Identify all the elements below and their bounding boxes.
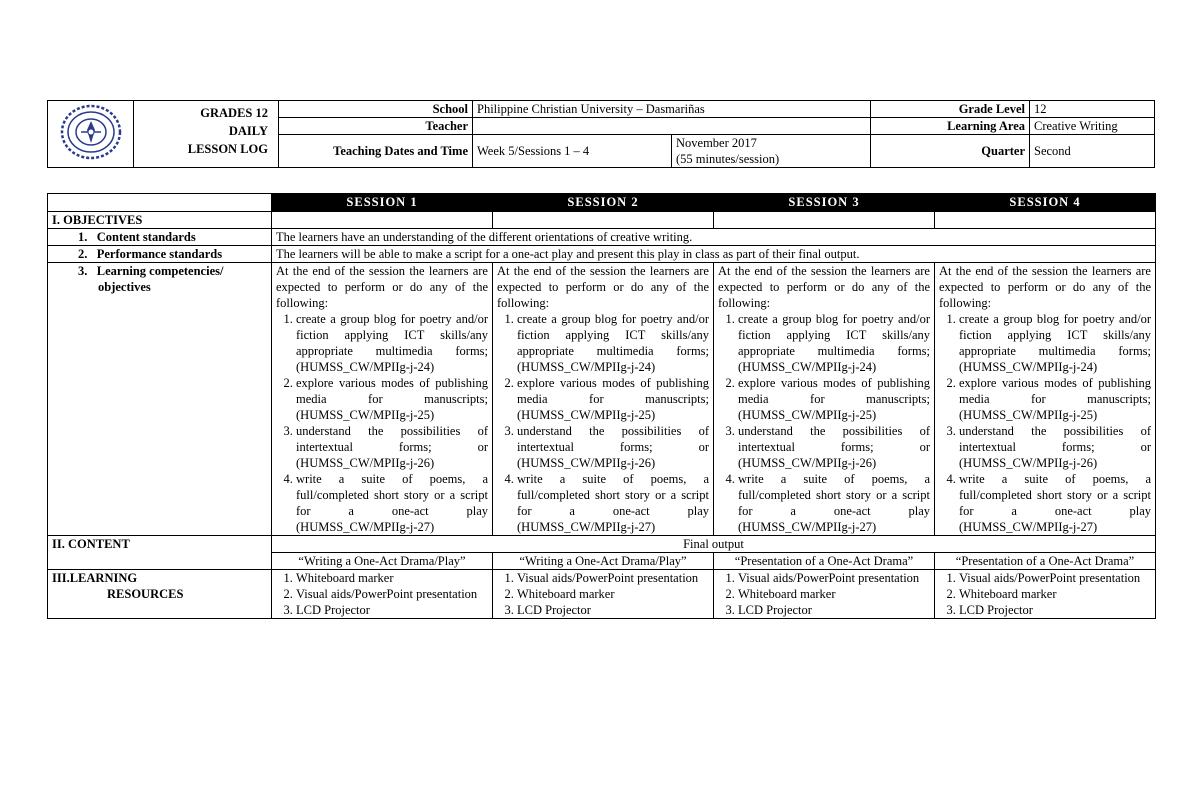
objectives-cell xyxy=(714,212,935,229)
learning-area-value: Creative Writing xyxy=(1030,118,1155,135)
competency-item: 2. explore various modes of publishing media for manuscripts; (HUMSS_CW/MPIIg-j-25) xyxy=(517,375,709,423)
resources-row xyxy=(48,570,1156,619)
competencies-session-4 xyxy=(935,263,1156,536)
content-standards-label-text: Content standards xyxy=(96,230,196,244)
resource-item: 3. LCD Projector xyxy=(738,602,930,618)
grade-level-label: Grade Level xyxy=(871,101,1030,118)
resources-heading xyxy=(48,570,272,619)
content-topic-session-2: “Writing a One-Act Drama/Play” xyxy=(493,553,714,570)
competencies-row xyxy=(48,263,1156,536)
session-1-header: SESSION 1 xyxy=(272,194,493,212)
resource-item: 1. Visual aids/PowerPoint presentation xyxy=(517,570,709,586)
content-standards-num: 1. xyxy=(78,230,88,244)
competencies-label-line2: objectives xyxy=(98,280,151,294)
resources-session-4 xyxy=(935,570,1156,619)
competency-item: 3. understand the possibilities of intertextual forms; or (HUMSS_CW/MPIIg-j-26) xyxy=(517,423,709,471)
competencies-label xyxy=(48,263,272,536)
resources-list xyxy=(276,570,488,618)
content-standards-row xyxy=(48,229,1156,246)
empty-corner-cell xyxy=(48,194,272,212)
objectives-heading: I. OBJECTIVES xyxy=(48,212,272,229)
header-table xyxy=(47,100,1155,168)
performance-standards-label-text: Performance standards xyxy=(96,247,223,261)
objectives-cell xyxy=(935,212,1156,229)
competencies-session-3 xyxy=(714,263,935,536)
resource-item: 2. Visual aids/PowerPoint presentation xyxy=(296,586,488,602)
content-topic-session-3: “Presentation of a One-Act Drama” xyxy=(714,553,935,570)
content-row xyxy=(48,536,1156,553)
competency-item: 3. understand the possibilities of intertextual forms; or (HUMSS_CW/MPIIg-j-26) xyxy=(738,423,930,471)
competency-item: 4. write a suite of poems, a full/completed short story or a script for a one-act play (HUMSS_CW/MPIIg-j-27) xyxy=(959,471,1151,535)
competencies-num: 3. xyxy=(78,264,88,278)
content-standards-text: The learners have an understanding of the different orientations of creative writing. xyxy=(272,229,1156,246)
month-line2: (55 minutes/session) xyxy=(676,152,780,166)
session-4-header: SESSION 4 xyxy=(935,194,1156,212)
competencies-list xyxy=(276,311,488,535)
resource-item: 1. Visual aids/PowerPoint presentation xyxy=(738,570,930,586)
teacher-value xyxy=(473,118,871,135)
resource-item: 2. Whiteboard marker xyxy=(959,586,1151,602)
competencies-intro: At the end of the session the learners are expected to perform or do any of the following: xyxy=(276,264,488,310)
performance-standards-row xyxy=(48,246,1156,263)
resources-list xyxy=(939,570,1151,618)
competencies-intro: At the end of the session the learners are expected to perform or do any of the following: xyxy=(497,264,709,310)
session-3-header: SESSION 3 xyxy=(714,194,935,212)
competency-item: 4. write a suite of poems, a full/completed short story or a script for a one-act play (HUMSS_CW/MPIIg-j-27) xyxy=(517,471,709,535)
resources-heading-line2: RESOURCES xyxy=(107,587,184,601)
performance-standards-label xyxy=(48,246,272,263)
competencies-list xyxy=(497,311,709,535)
resource-item: 3. LCD Projector xyxy=(296,602,488,618)
objectives-cell xyxy=(272,212,493,229)
resource-item: 3. LCD Projector xyxy=(959,602,1151,618)
objectives-row xyxy=(48,212,1156,229)
competencies-list xyxy=(939,311,1151,535)
competency-item: 1. create a group blog for poetry and/or fiction applying ICT skills/any appropriate multimedia forms; (HUMSS_CW/MPIIg-j-24) xyxy=(738,311,930,375)
competencies-intro: At the end of the session the learners are expected to perform or do any of the following: xyxy=(718,264,930,310)
performance-standards-num: 2. xyxy=(78,247,88,261)
teaching-dates-label: Teaching Dates and Time xyxy=(279,135,473,168)
grades-title xyxy=(134,101,279,168)
school-label: School xyxy=(279,101,473,118)
month-line1: November 2017 xyxy=(676,136,757,150)
resources-list xyxy=(718,570,930,618)
resources-session-3 xyxy=(714,570,935,619)
learning-area-label: Learning Area xyxy=(871,118,1030,135)
competency-item: 1. create a group blog for poetry and/or fiction applying ICT skills/any appropriate multimedia forms; (HUMSS_CW/MPIIg-j-24) xyxy=(296,311,488,375)
objectives-cell xyxy=(493,212,714,229)
grades-line3: LESSON LOG xyxy=(187,142,268,156)
resource-item: 2. Whiteboard marker xyxy=(517,586,709,602)
content-topic-session-4: “Presentation of a One-Act Drama” xyxy=(935,553,1156,570)
teaching-month xyxy=(672,135,871,168)
competency-item: 1. create a group blog for poetry and/or fiction applying ICT skills/any appropriate multimedia forms; (HUMSS_CW/MPIIg-j-24) xyxy=(517,311,709,375)
competency-item: 2. explore various modes of publishing media for manuscripts; (HUMSS_CW/MPIIg-j-25) xyxy=(738,375,930,423)
resource-item: 2. Whiteboard marker xyxy=(738,586,930,602)
competency-item: 2. explore various modes of publishing media for manuscripts; (HUMSS_CW/MPIIg-j-25) xyxy=(959,375,1151,423)
competency-item: 4. write a suite of poems, a full/completed short story or a script for a one-act play (HUMSS_CW/MPIIg-j-27) xyxy=(738,471,930,535)
session-header-row xyxy=(48,194,1156,212)
competency-item: 2. explore various modes of publishing media for manuscripts; (HUMSS_CW/MPIIg-j-25) xyxy=(296,375,488,423)
grades-line2: DAILY xyxy=(228,124,268,138)
session-2-header: SESSION 2 xyxy=(493,194,714,212)
teaching-dates-value: Week 5/Sessions 1 – 4 xyxy=(473,135,672,168)
competency-item: 4. write a suite of poems, a full/completed short story or a script for a one-act play (HUMSS_CW/MPIIg-j-27) xyxy=(296,471,488,535)
lesson-log-table xyxy=(47,193,1156,619)
content-topic-session-1: “Writing a One-Act Drama/Play” xyxy=(272,553,493,570)
content-heading: II. CONTENT xyxy=(48,536,272,570)
school-seal-logo xyxy=(48,101,134,168)
quarter-value: Second xyxy=(1030,135,1155,168)
resources-session-1 xyxy=(272,570,493,619)
seal-icon xyxy=(59,103,123,161)
resources-session-2 xyxy=(493,570,714,619)
grade-level-value: 12 xyxy=(1030,101,1155,118)
resources-heading-line1: III.LEARNING xyxy=(52,571,138,585)
resource-item: 1. Visual aids/PowerPoint presentation xyxy=(959,570,1151,586)
resource-item: 3. LCD Projector xyxy=(517,602,709,618)
final-output-text: Final output xyxy=(272,536,1156,553)
resources-list xyxy=(497,570,709,618)
competency-item: 3. understand the possibilities of intertextual forms; or (HUMSS_CW/MPIIg-j-26) xyxy=(959,423,1151,471)
competency-item: 1. create a group blog for poetry and/or fiction applying ICT skills/any appropriate multimedia forms; (HUMSS_CW/MPIIg-j-24) xyxy=(959,311,1151,375)
competencies-list xyxy=(718,311,930,535)
quarter-label: Quarter xyxy=(871,135,1030,168)
teacher-label: Teacher xyxy=(279,118,473,135)
competencies-session-1 xyxy=(272,263,493,536)
content-standards-label xyxy=(48,229,272,246)
competency-item: 3. understand the possibilities of intertextual forms; or (HUMSS_CW/MPIIg-j-26) xyxy=(296,423,488,471)
competencies-session-2 xyxy=(493,263,714,536)
performance-standards-text: The learners will be able to make a script for a one-act play and present this play in class as part of their final output. xyxy=(272,246,1156,263)
competencies-intro: At the end of the session the learners are expected to perform or do any of the following: xyxy=(939,264,1151,310)
competencies-label-line1: Learning competencies/ xyxy=(96,264,224,278)
school-value: Philippine Christian University – Dasmariñas xyxy=(473,101,871,118)
grades-line1: GRADES 12 xyxy=(200,106,268,120)
resource-item: 1. Whiteboard marker xyxy=(296,570,488,586)
